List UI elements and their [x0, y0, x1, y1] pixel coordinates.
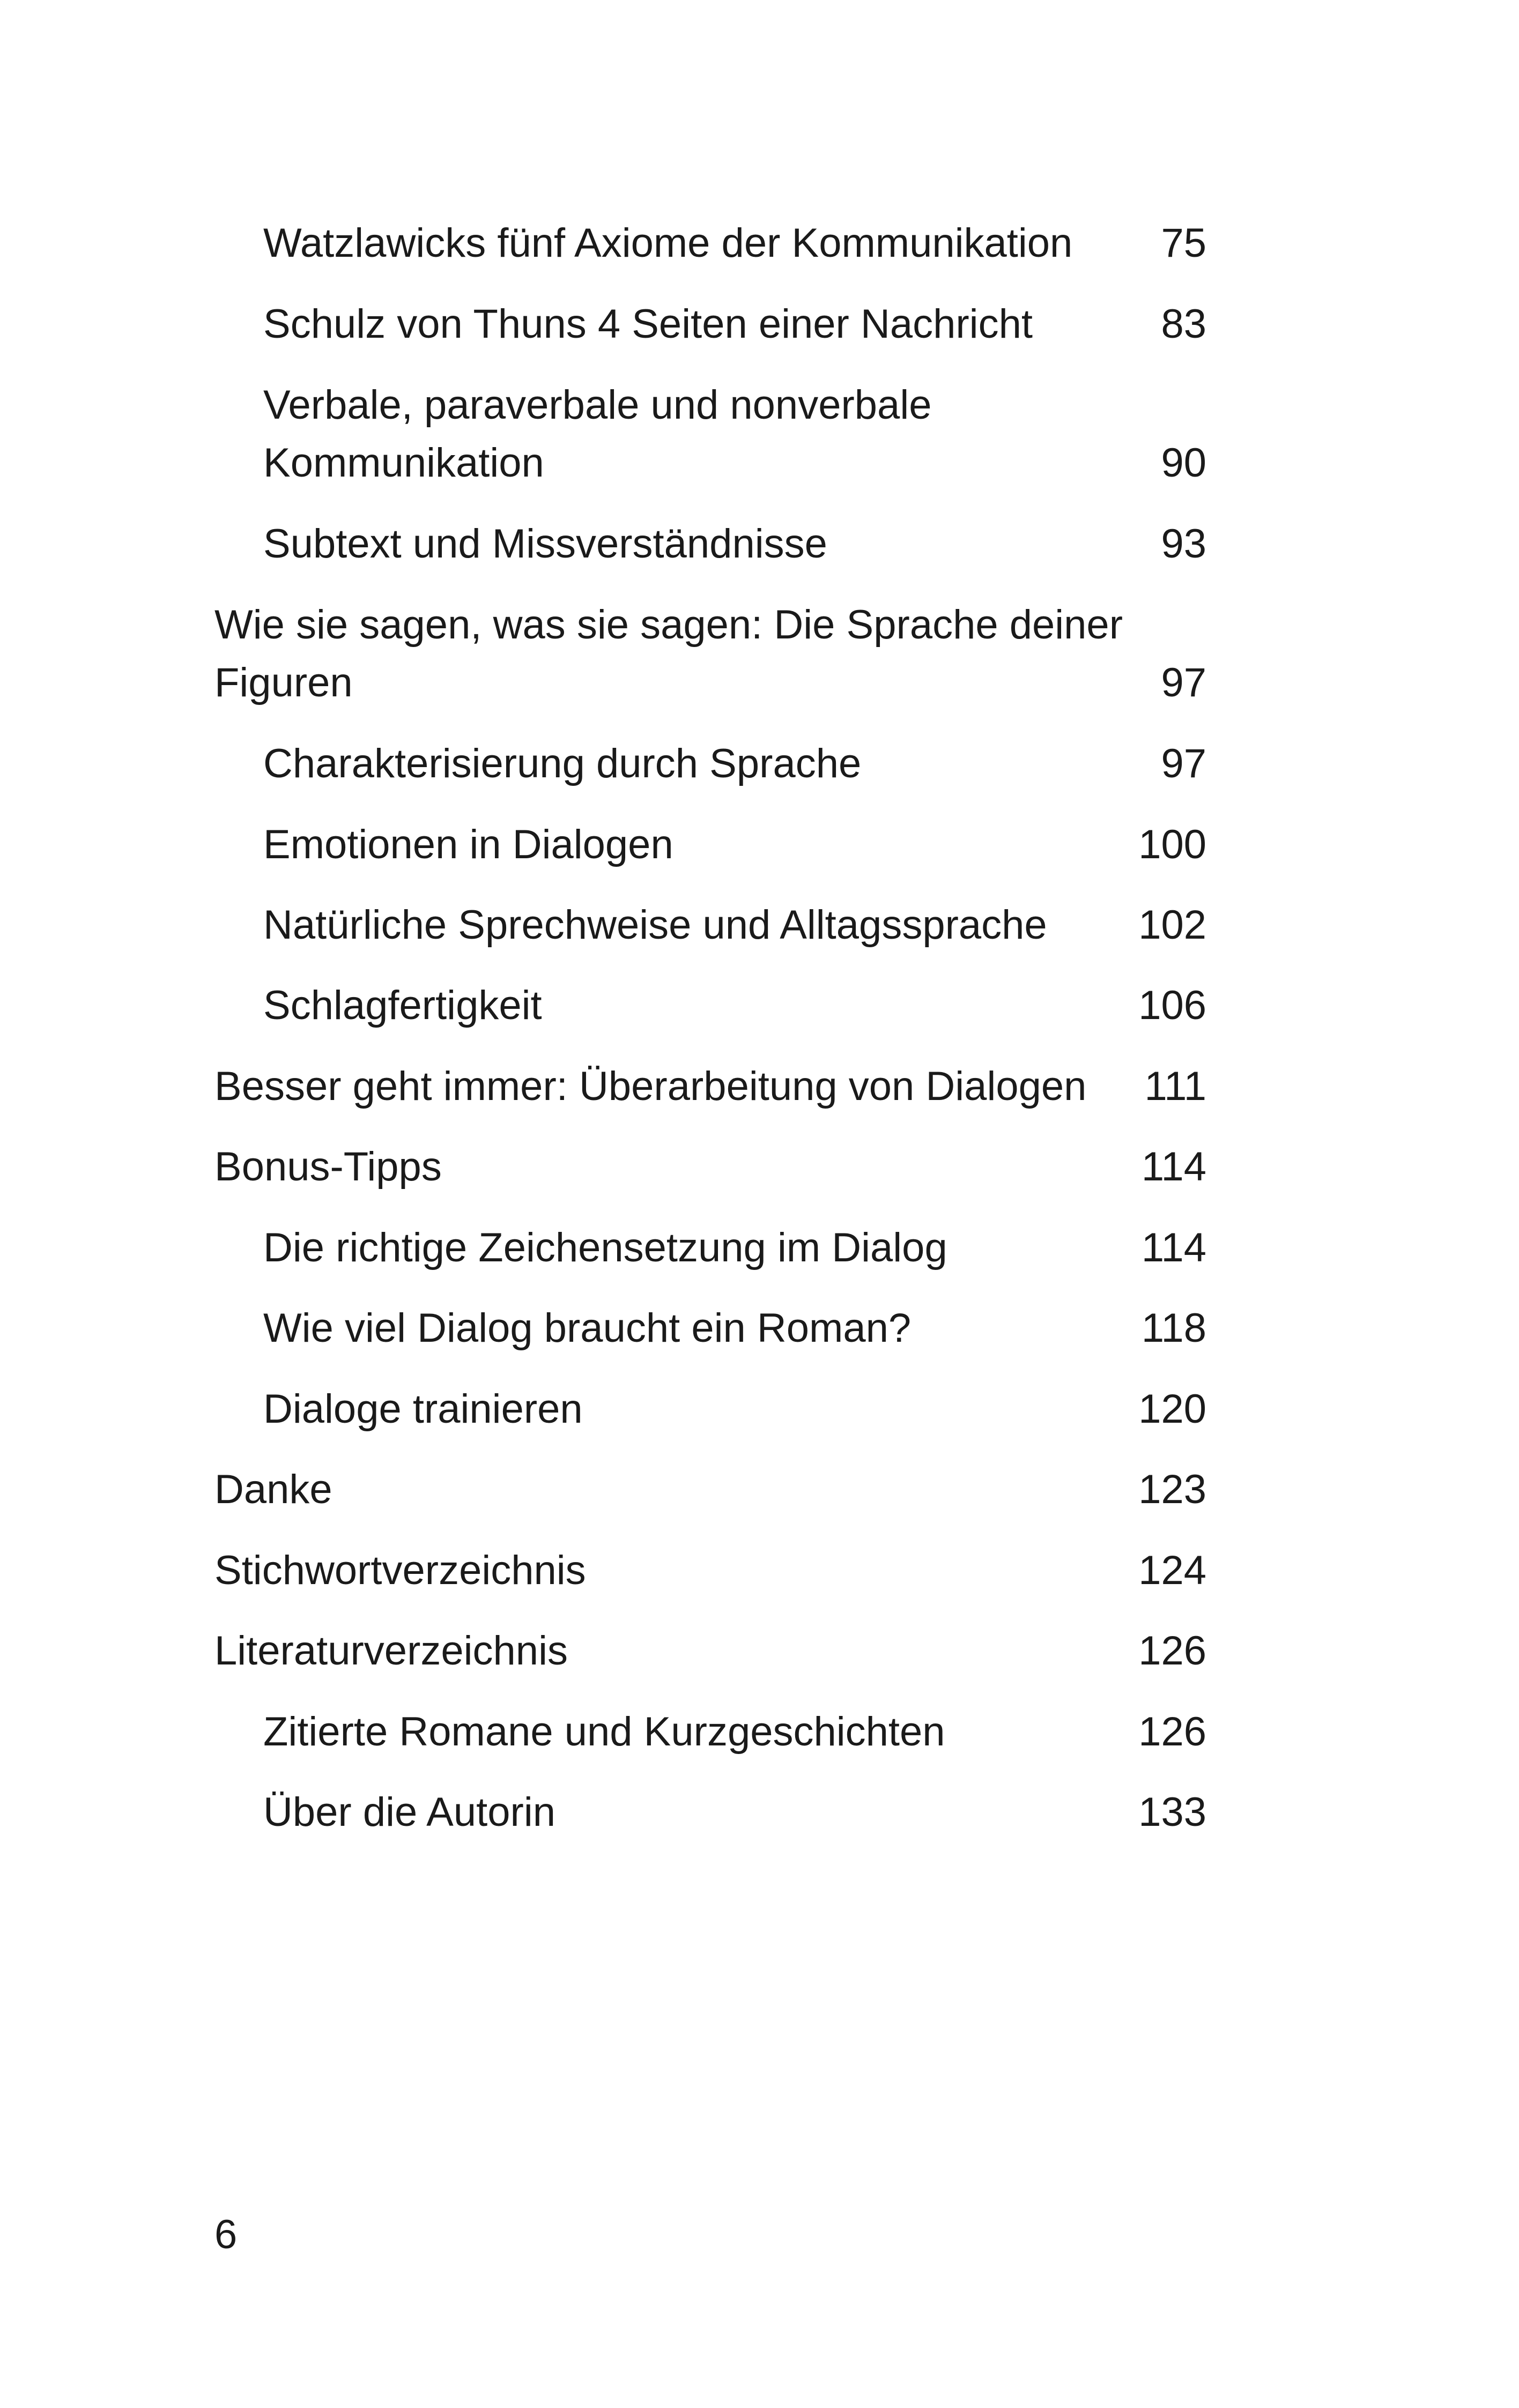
toc-entry-page: 114 [1141, 1225, 1206, 1270]
toc-entry-page: 106 [1138, 983, 1206, 1028]
toc-entry[interactable] [214, 816, 1206, 874]
toc-entry[interactable] [214, 1461, 1206, 1519]
toc-entry-page: 114 [1141, 1144, 1206, 1190]
toc-entry-page: 97 [1161, 660, 1206, 705]
toc-entry[interactable] [214, 1622, 1206, 1680]
toc-entry-title: Bonus-Tipps [214, 1144, 442, 1190]
toc-entry-title: Literaturverzeichnis [214, 1628, 568, 1674]
toc-entry-page: 124 [1138, 1548, 1206, 1593]
toc-entry[interactable] [214, 1138, 1206, 1196]
toc-entry-title: Dialoge trainieren [263, 1386, 583, 1432]
toc-entry-title: Über die Autorin [263, 1789, 555, 1835]
toc-entry[interactable] [214, 295, 1206, 353]
toc-entry-title: Subtext und Missverständnisse [263, 521, 827, 567]
toc-entry-page: 120 [1138, 1386, 1206, 1432]
toc-entry-title: Stichwortverzeichnis [214, 1548, 586, 1593]
toc-entry-title: Danke [214, 1467, 332, 1512]
toc-entry-title: Schlagfertigkeit [263, 983, 542, 1028]
toc-entry[interactable] [214, 1380, 1206, 1438]
toc-entry[interactable] [214, 1542, 1206, 1600]
toc-entry-page: 102 [1138, 902, 1206, 948]
toc-entry-title: Zitierte Romane und Kurzgeschichten [263, 1709, 945, 1755]
toc-entry[interactable] [214, 1299, 1206, 1357]
toc-entry[interactable] [214, 735, 1206, 793]
toc-entry-page: 97 [1161, 741, 1206, 786]
toc-entry[interactable] [214, 596, 1206, 712]
toc-entry[interactable] [214, 977, 1206, 1035]
toc-entry[interactable] [214, 376, 1206, 492]
toc-entry-page: 123 [1138, 1467, 1206, 1512]
toc-entry[interactable] [214, 1703, 1206, 1761]
toc-entry-title: Natürliche Sprechweise und Alltagssprache [263, 902, 1047, 948]
toc-entry[interactable] [214, 515, 1206, 573]
toc-entry-page: 118 [1141, 1305, 1206, 1351]
toc-entry-title: Schulz von Thuns 4 Seiten einer Nachricht [263, 301, 1033, 347]
toc-entry-page: 83 [1161, 301, 1206, 347]
toc-entry-page: 133 [1138, 1789, 1206, 1835]
toc-entry-title: Die richtige Zeichensetzung im Dialog [263, 1225, 947, 1270]
toc-entry-page: 126 [1138, 1628, 1206, 1674]
toc-entry[interactable] [214, 1058, 1206, 1116]
toc-entry-title: Wie sie sagen, was sie sagen: Die Sprache deiner Figuren [214, 602, 1123, 705]
toc-entry-title: Emotionen in Dialogen [263, 822, 673, 867]
toc-entry-title: Wie viel Dialog braucht ein Roman? [263, 1305, 912, 1351]
page-number: 6 [214, 2212, 238, 2257]
toc-entry-title: Watzlawicks fünf Axiome der Kommunikation [263, 220, 1073, 266]
toc-entry-title: Verbale, paraverbale und nonverbale Kommunikation [263, 382, 932, 486]
toc-entry-page: 126 [1138, 1709, 1206, 1755]
toc-entry-page: 90 [1161, 440, 1206, 486]
toc-entry-title: Charakterisierung durch Sprache [263, 741, 862, 786]
toc-entry[interactable] [214, 1219, 1206, 1277]
toc-entry[interactable] [214, 896, 1206, 954]
toc-entry-page: 100 [1138, 822, 1206, 867]
toc-entry-page: 75 [1161, 220, 1206, 266]
toc-entry[interactable] [214, 214, 1206, 272]
toc-entry-page: 93 [1161, 521, 1206, 567]
toc-entry-title: Besser geht immer: Überarbeitung von Dialogen [214, 1064, 1087, 1109]
toc-entry-page: 111 [1144, 1064, 1206, 1109]
toc-entry[interactable] [214, 1783, 1206, 1841]
